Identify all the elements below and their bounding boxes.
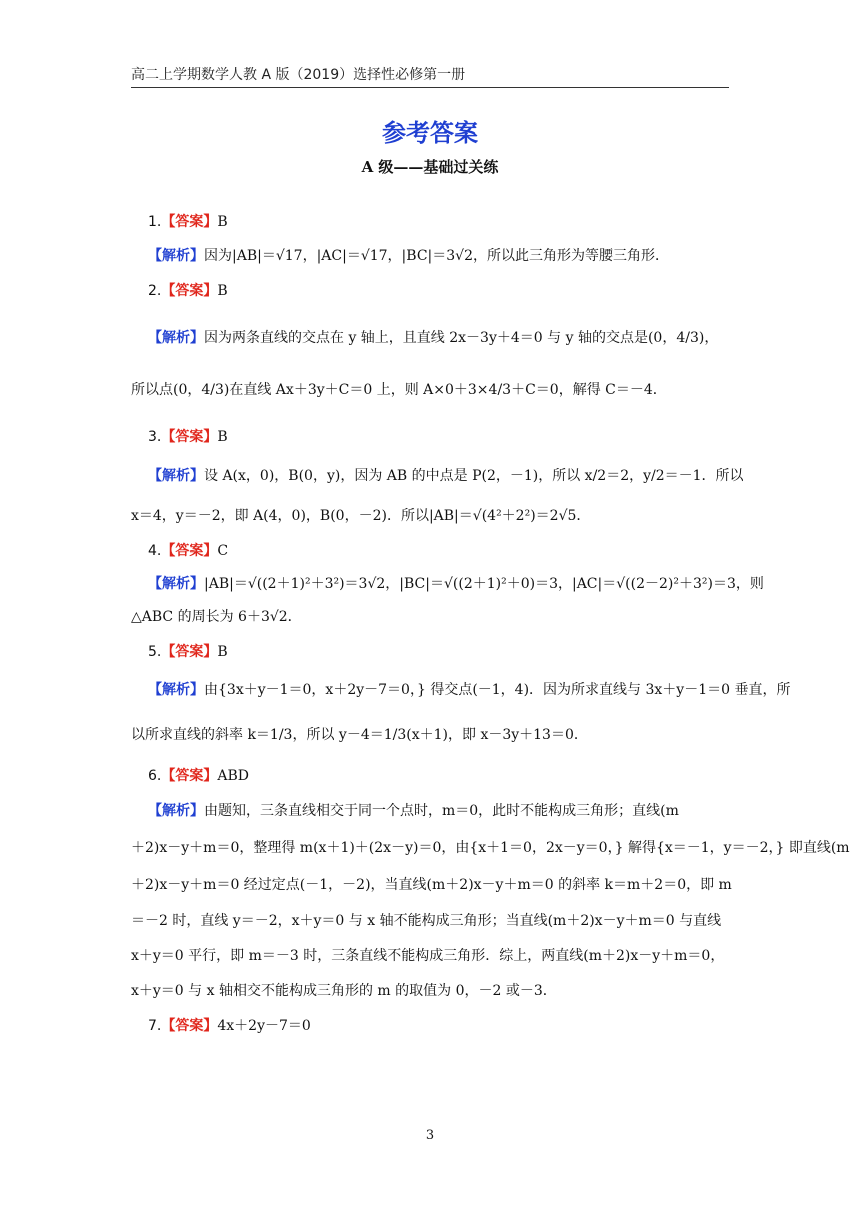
answer-line-5: 5.【答案】B bbox=[148, 644, 228, 660]
running-header: 高二上学期数学人教 A 版（2019）选择性必修第一册 bbox=[131, 67, 466, 83]
answer-line-2: 2.【答案】B bbox=[148, 283, 228, 299]
analysis-line-3b: x＝4，y＝－2，即 A(4，0)，B(0，－2)．所以|AB|＝√(4²＋2²)＝2√5． bbox=[131, 508, 591, 524]
answer-line-3: 3.【答案】B bbox=[148, 429, 228, 445]
analysis-line-6f: x＋y＝0 与 x 轴相交不能构成三角形的 m 的取值为 0，－2 或－3． bbox=[131, 983, 557, 999]
analysis-line-6b: ＋2)x－y＋m＝0，整理得 m(x＋1)＋(2x－y)＝0，由{x＋1＝0，2x－y＝0，} 解得{x＝－1，y＝－2，} 即直线(m bbox=[131, 840, 850, 856]
analysis-line-6d: ＝－2 时，直线 y＝－2，x＋y＝0 与 x 轴不能构成三角形；当直线(m＋2)x－y＋m＝0 与直线 bbox=[131, 913, 722, 929]
section-subtitle: A 级——基础过关练 bbox=[361, 158, 499, 176]
answer-line-7: 7.【答案】4x＋2y－7＝0 bbox=[148, 1018, 311, 1034]
analysis-line-5b: 以所求直线的斜率 k＝1/3，所以 y－4＝1/3(x＋1)，即 x－3y＋13＝0． bbox=[131, 727, 588, 743]
header-rule bbox=[131, 87, 729, 88]
answer-line-1: 1.【答案】B bbox=[148, 214, 228, 230]
answer-line-4: 4.【答案】C bbox=[148, 543, 229, 559]
page-number: 3 bbox=[425, 1128, 435, 1143]
analysis-line-4b: △ABC 的周长为 6＋3√2． bbox=[131, 609, 302, 625]
analysis-line-6a: 【解析】由题知，三条直线相交于同一个点时，m＝0，此时不能构成三角形；直线(m bbox=[148, 803, 679, 819]
analysis-line-6e: x＋y＝0 平行，即 m＝－3 时，三条直线不能构成三角形．综上，两直线(m＋2)x－y＋m＝0， bbox=[131, 948, 725, 964]
answer-line-6: 6.【答案】ABD bbox=[148, 768, 249, 784]
analysis-line-4a: 【解析】|AB|＝√((2＋1)²＋3²)＝3√2，|BC|＝√((2＋1)²＋0)＝3，|AC|＝√((2－2)²＋3²)＝3，则 bbox=[148, 576, 764, 592]
analysis-line-1: 【解析】因为|AB|＝√17，|AC|＝√17，|BC|＝3√2，所以此三角形为等腰三角形． bbox=[148, 248, 669, 264]
analysis-line-2a: 【解析】因为两条直线的交点在 y 轴上，且直线 2x－3y＋4＝0 与 y 轴的交点是(0，4/3)， bbox=[148, 330, 719, 346]
analysis-line-2b: 所以点(0，4/3)在直线 Ax＋3y＋C＝0 上，则 A×0＋3×4/3＋C＝0，解得 C＝－4． bbox=[131, 382, 667, 398]
analysis-line-5a: 【解析】由{3x＋y－1＝0，x＋2y－7＝0，} 得交点(－1，4)．因为所求直线与 3x＋y－1＝0 垂直，所 bbox=[148, 682, 791, 698]
page-title: 参考答案 bbox=[382, 119, 478, 147]
analysis-line-6c: ＋2)x－y＋m＝0 经过定点(－1，－2)，当直线(m＋2)x－y＋m＝0 的斜率 k＝m＋2＝0，即 m bbox=[131, 877, 732, 893]
analysis-line-3a: 【解析】设 A(x，0)，B(0，y)，因为 AB 的中点是 P(2，－1)，所以 x/2＝2，y/2＝－1．所以 bbox=[148, 468, 744, 484]
